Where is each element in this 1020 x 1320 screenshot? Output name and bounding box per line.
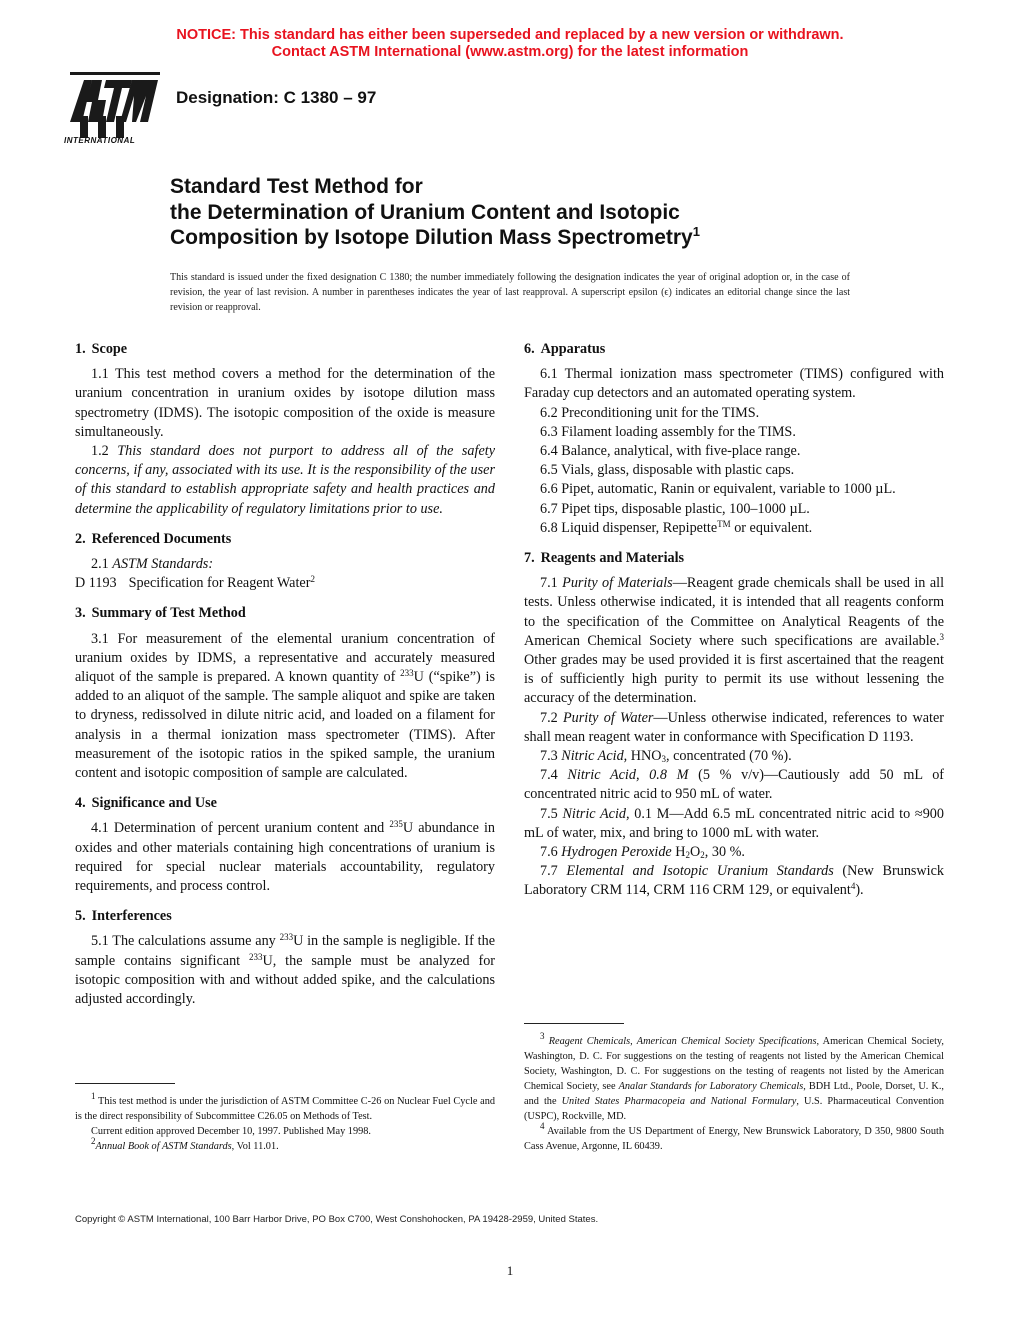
title-line-2: the Determination of Uranium Content and Isotopic xyxy=(170,200,680,224)
title-line-3: Composition by Isotope Dilution Mass Spectrometry$^1$ xyxy=(170,224,700,249)
footnote-3: $^3$ Reagent Chemicals, American Chemical Society Specifications, American Chemical Society, Washington, D. C. For suggestions on the testing of reagents not listed by the American Chemical Society, Washington, D. C. For suggestions on the testing of reagents not listed by the American Chemical Society, see Analar Standards for Laboratory Chemicals, BDH Ltd., Poole, Dorset, U. K., and the United States Pharmacopeia and National Formulary, U.S. Pharmaceutical Convention (USPC), Rockville, MD. xyxy=(524,1031,945,1122)
section-heading-significance: 4. Significance and Use xyxy=(75,795,217,812)
referenced-document: D 1193 Specification for Reagent Water$^2$ xyxy=(75,574,315,592)
reagent-7-5: 7.5 Nitric Acid, 0.1 M—Add 6.5 mL concentrated nitric acid to ≈900 mL of water, mix, and bring to 1000 mL with water. xyxy=(524,805,944,841)
section-heading-summary: 3. Summary of Test Method xyxy=(75,605,246,622)
withdrawal-notice xyxy=(0,27,1020,61)
section-heading-referenced: 2. Referenced Documents xyxy=(75,530,232,547)
reagent-7-6: 7.6 Hydrogen Peroxide $H_2O_2$, 30 %. xyxy=(540,844,745,861)
apparatus-item: 6.1 Thermal ionization mass spectrometer (TIMS) configured with Faraday cup detectors and an automated operating system. xyxy=(524,366,944,402)
paragraph-4-1: 4.1 Determination of percent uranium content and $^{235}$U abundance in oxides and other materials containing high concentrations of uranium is required for special nuclear materials accountability, regulatory requirements, and process control. xyxy=(75,819,495,895)
page-number: 1 xyxy=(506,1263,514,1278)
apparatus-item: 6.2 Preconditioning unit for the TIMS. xyxy=(540,404,760,421)
designation: Designation: C 1380 – 97 xyxy=(176,88,377,107)
footnote-divider xyxy=(524,1023,624,1024)
left-column xyxy=(75,340,495,1009)
apparatus-item: 6.8 Liquid dispenser, Repipette™ or equivalent. xyxy=(540,518,813,536)
right-column xyxy=(524,340,944,901)
notice-line-2: Contact ASTM International (www.astm.org) for the latest information xyxy=(271,44,749,60)
section-heading-reagents: 7. Reagents and Materials xyxy=(524,550,685,567)
reagent-7-4: 7.4 Nitric Acid, 0.8 M (5 % v/v)—Cautiously add 50 mL of concentrated nitric acid to 950 mL of water. xyxy=(524,767,945,803)
footnote-1: $^1$ This test method is under the jurisdiction of ASTM Committee C-26 on Nuclear Fuel Cycle and is the direct responsibility of Subcommittee C26.05 on Methods of Test. xyxy=(75,1091,495,1122)
section-heading-interferences: 5. Interferences xyxy=(75,908,172,925)
logo-caption: INTERNATIONAL xyxy=(64,136,136,145)
reagent-7-1: 7.1 Purity of Materials—Reagent grade chemicals shall be used in all tests. Unless otherwise indicated, it is intended that all reagents conform to the specification of the Committee on Analytical Reagents of the American Chemical Society where such specifications are available.$^3$ Other grades may be used provided it is first ascertained that the reagent is of sufficiently high purity to permit its use without lessening the accuracy of the determination. xyxy=(524,575,945,707)
apparatus-item: 6.4 Balance, analytical, with five-place range. xyxy=(540,443,801,460)
footnote-2: $^2$Annual Book of ASTM Standards, Vol 11.01. xyxy=(91,1136,279,1152)
notice-line-1: NOTICE: This standard has either been superseded and replaced by a new version or withdrawn. xyxy=(176,27,844,43)
reagent-7-2: 7.2 Purity of Water—Unless otherwise indicated, references to water shall mean reagent water in conformance with Specification D 1193. xyxy=(524,709,945,745)
issue-note: This standard is issued under the fixed designation C 1380; the number immediately following the designation indicates the year of original adoption or, in the case of revision, the year of last revision. A number in parentheses indicates the year of last reapproval. A superscript epsilon (ϵ) indicates an editorial change since the last revision or reapproval. xyxy=(170,272,850,313)
paragraph-1-2: 1.2 This standard does not purport to address all of the safety concerns, if any, associated with its use. It is the responsibility of the user of this standard to establish appropriate safety and health practices and determine the applicability of regulatory limitations prior to use. xyxy=(75,443,495,517)
apparatus-item: 6.6 Pipet, automatic, Ranin or equivalent, variable to 1000 µL. xyxy=(540,481,896,498)
astm-logo xyxy=(62,70,162,150)
section-heading-scope: 1. Scope xyxy=(75,341,128,357)
left-footnotes xyxy=(75,1083,495,1154)
footnote-4: $^4$ Available from the US Department of Energy, New Brunswick Laboratory, D 350, 9800 South Cass Avenue, Argonne, IL 60439. xyxy=(524,1121,944,1152)
section-heading-apparatus: 6. Apparatus xyxy=(524,341,606,357)
document-title xyxy=(170,174,960,251)
right-footnotes xyxy=(524,1023,944,1154)
title-footnote-mark: 1 xyxy=(692,224,700,239)
apparatus-item: 6.7 Pipet tips, disposable plastic, 100–1000 µL. xyxy=(540,500,810,517)
paragraph-3-1: 3.1 For measurement of the elemental uranium concentration of uranium oxides by IDMS, a representative and accurately measured aliquot of the sample is prepared. A known quantity of $^{233}$U (“spike”) is added to an aliquot of the sample. The sample aliquot and spike are taken to dryness, redissolved in dilute nitric acid, and loaded on a filament for analysis in a thermal ionization mass spectrometer (TIMS). After measurement of the isotopic ratios in the spiked sample, the uranium content and isotopic composition of sample are calculated. xyxy=(75,630,495,782)
paragraph-1-1: 1.1 This test method covers a method for the determination of the uranium concentration in uranium oxides by isotope dilution mass spectrometry (IDMS). The isotopic composition of the oxide is measure simultaneously. xyxy=(75,366,495,440)
footnote-divider xyxy=(75,1083,175,1084)
copyright: Copyright © ASTM International, 100 Barr Harbor Drive, PO Box C700, West Conshohocken, PA 19428-2959, United States. xyxy=(75,1214,599,1225)
reagent-7-3: 7.3 Nitric Acid, $HNO_3$, concentrated (70 %). xyxy=(540,748,792,765)
reagent-7-7: 7.7 Elemental and Isotopic Uranium Standards (New Brunswick Laboratory CRM 114, CRM 116 CRM 129, or equivalent$^4$). xyxy=(524,863,945,899)
apparatus-item: 6.3 Filament loading assembly for the TIMS. xyxy=(540,423,796,440)
paragraph-2-1: 2.1 ASTM Standards: xyxy=(91,556,214,573)
footnote-1-edition: Current edition approved December 10, 1997. Published May 1998. xyxy=(91,1126,371,1137)
title-line-1: Standard Test Method for xyxy=(170,175,423,198)
paragraph-5-1: 5.1 The calculations assume any $^{233}$U in the sample is negligible. If the sample contains significant $^{233}$U, the sample must be analyzed for isotopic composition with and without added spike, and the calculations adjusted accordingly. xyxy=(75,932,496,1008)
apparatus-item: 6.5 Vials, glass, disposable with plastic caps. xyxy=(540,462,795,479)
